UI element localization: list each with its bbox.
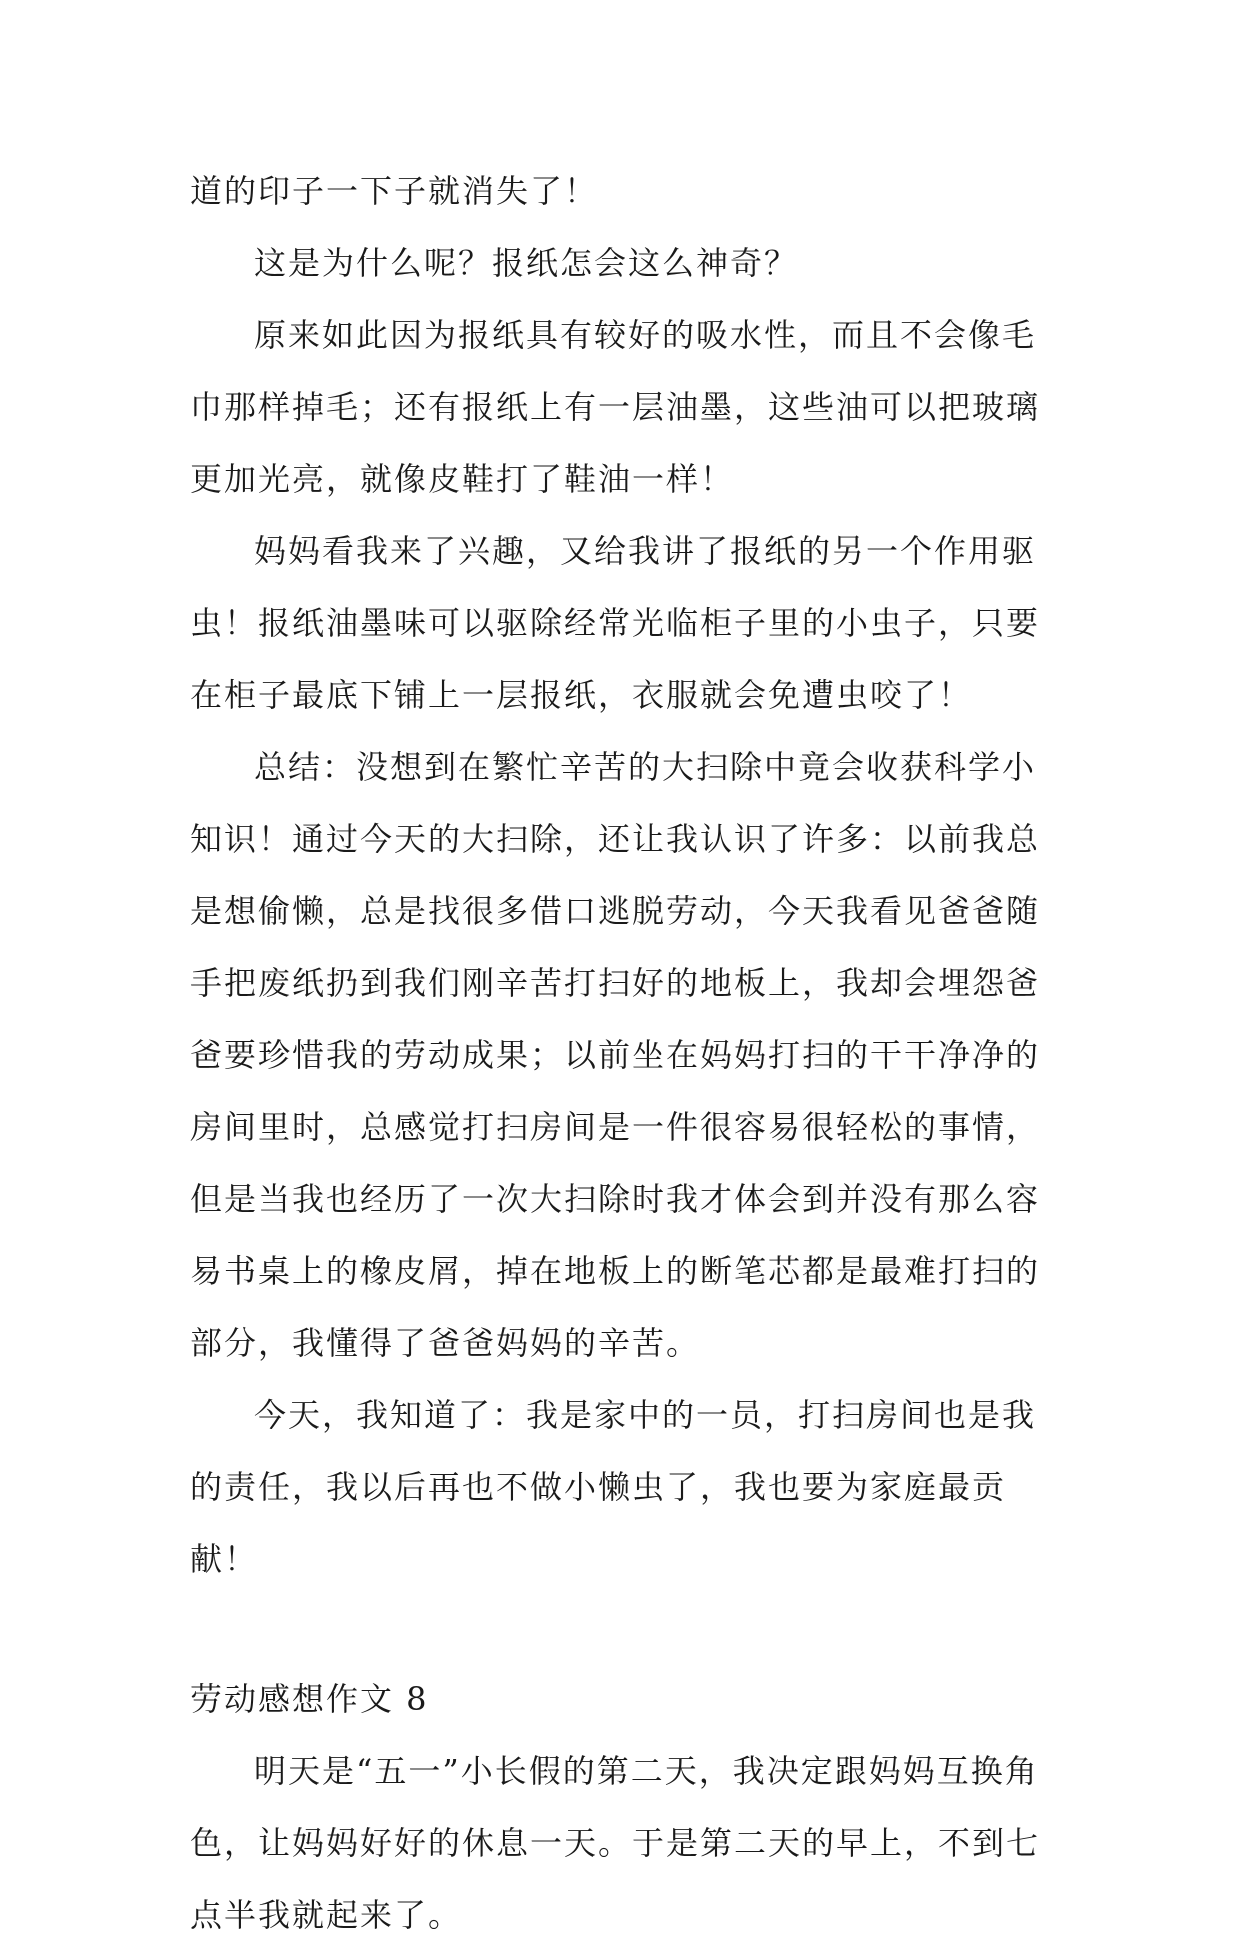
paragraph: 原来如此因为报纸具有较好的吸水性，而且不会像毛巾那样掉毛；还有报纸上有一层油墨，这些油可以把玻璃更加光亮，就像皮鞋打了鞋油一样！ [190,316,1041,498]
paragraph: 明天是“五一”小长假的第二天，我决定跟妈妈互换角色，让妈妈好好的休息一天。于是第二天的早上，不到七点半我就起来了。 [190,1752,1041,1934]
paragraph-continuation: 道的印子一下子就消失了！ [190,172,599,210]
section-heading: 劳动感想作文 8 [190,1680,429,1718]
paragraph: 妈妈看我来了兴趣，又给我讲了报纸的另一个作用驱虫！报纸油墨味可以驱除经常光临柜子里的小虫子，只要在柜子最底下铺上一层报纸，衣服就会免遭虫咬了！ [190,532,1041,714]
document-body [190,155,1050,1951]
paragraph: 这是为什么呢？报纸怎会这么神奇？ [254,244,799,282]
paragraph: 今天，我知道了：我是家中的一员，打扫房间也是我的责任，我以后再也不做小懒虫了，我也要为家庭最贡献！ [190,1396,1037,1578]
paragraph: 总结：没想到在繁忙辛苦的大扫除中竟会收获科学小知识！通过今天的大扫除，还让我认识了许多：以前我总是想偷懒，总是找很多借口逃脱劳动，今天我看见爸爸随手把废纸扔到我们刚辛苦打扫好的地板上，我却会埋怨爸爸要珍惜我的劳动成果；以前坐在妈妈打扫的干干净净的房间里时，总感觉打扫房间是一件很容易很轻松的事情，但是当我也经历了一次大扫除时我才体会到并没有那么容易书桌上的橡皮屑，掉在地板上的断笔芯都是最难打扫的部分，我懂得了爸爸妈妈的辛苦。 [190,748,1041,1362]
section-spacer [190,1595,1050,1663]
